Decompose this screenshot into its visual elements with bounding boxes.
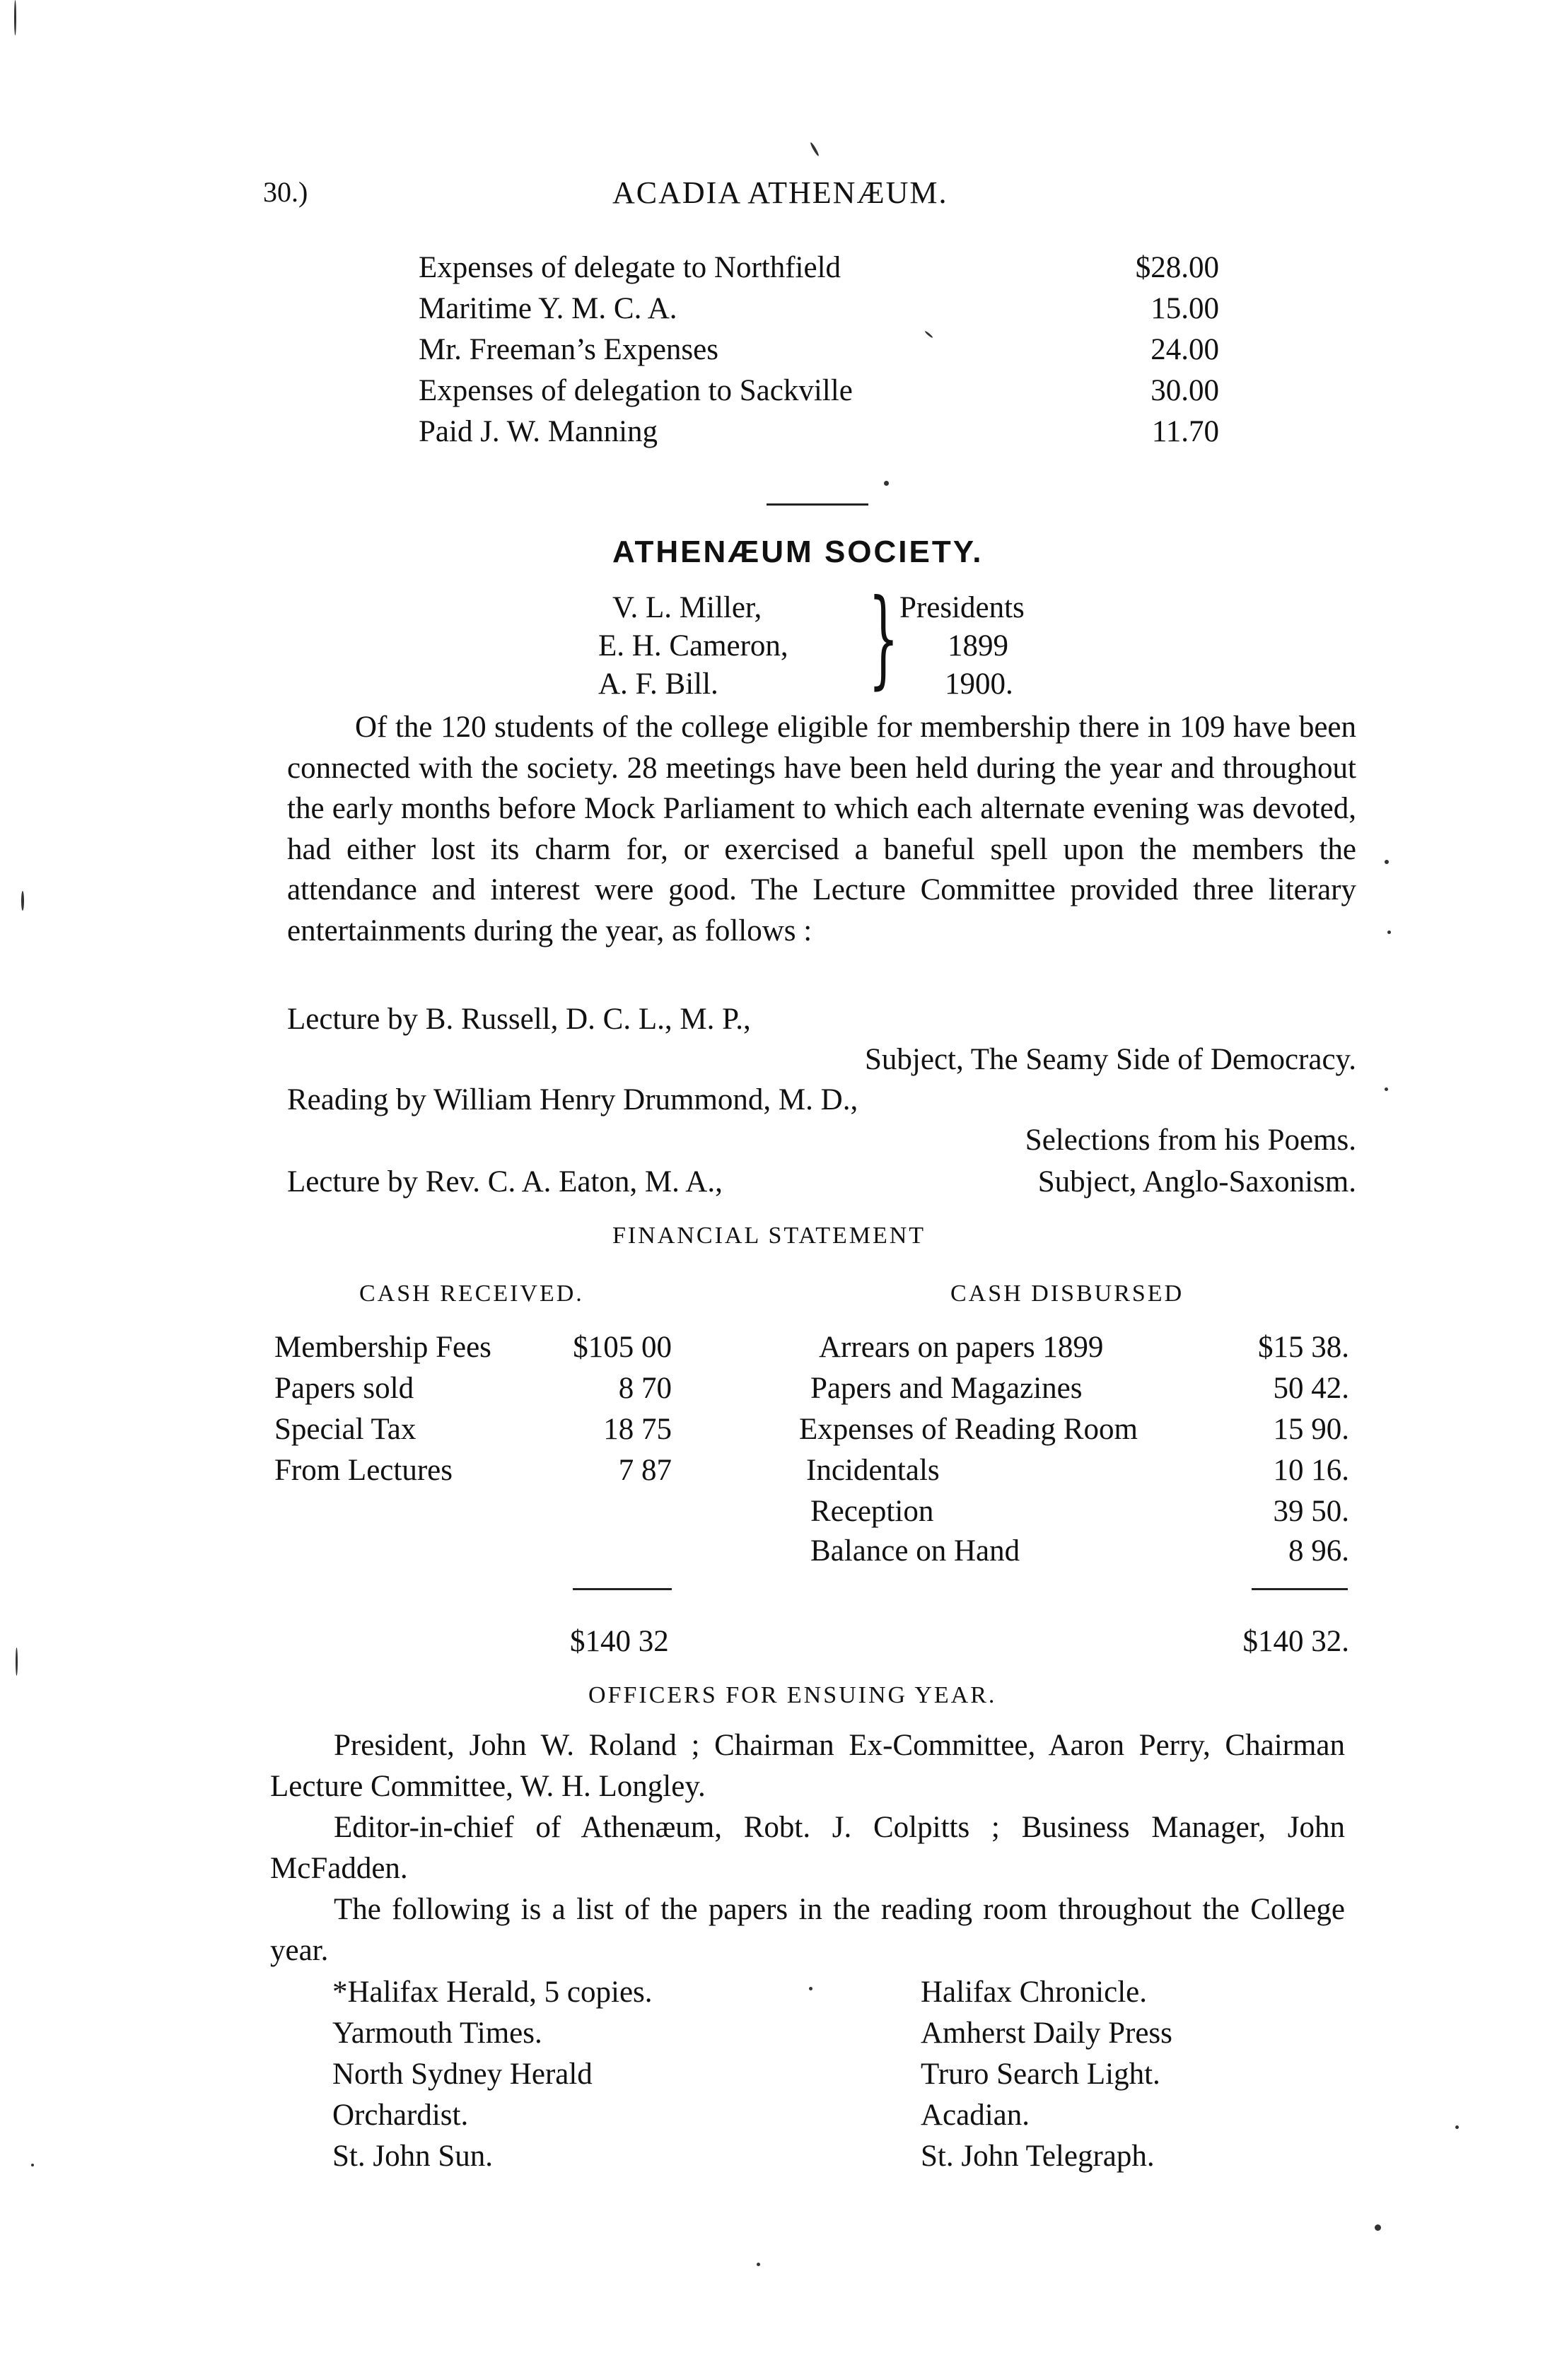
disbursed-amount: 50 42. <box>1273 1372 1349 1405</box>
paper-item: Acadian. <box>921 2099 1030 2132</box>
scan-speck <box>21 891 24 911</box>
scan-speck <box>1455 2125 1459 2129</box>
expense-amount: 30.00 <box>1151 374 1219 407</box>
scan-speck <box>757 2263 760 2266</box>
paper-item: Truro Search Light. <box>921 2058 1160 2091</box>
disbursed-amount: 8 96. <box>1288 1534 1349 1568</box>
received-amount: 8 70 <box>618 1372 672 1405</box>
received-total-rule <box>573 1588 672 1590</box>
entertainment-line: Reading by William Henry Drummond, M. D., <box>287 1083 858 1116</box>
paper-item: Yarmouth Times. <box>332 2017 542 2050</box>
disbursed-total-rule <box>1252 1588 1348 1590</box>
scan-speck <box>884 481 889 486</box>
entertainment-detail: Subject, The Seamy Side of Democracy. <box>865 1043 1356 1076</box>
scan-speck <box>924 330 933 338</box>
expense-amount: 24.00 <box>1151 333 1219 366</box>
disbursed-label: Incidentals <box>806 1454 940 1487</box>
disbursed-amount: 10 16. <box>1273 1454 1349 1487</box>
cash-received-heading: CASH RECEIVED. <box>359 1281 584 1307</box>
expense-amount: 15.00 <box>1151 292 1219 325</box>
paper-item: *Halifax Herald, 5 copies. <box>332 1976 653 2009</box>
expense-label: Mr. Freeman’s Expenses <box>419 333 718 366</box>
expense-label: Maritime Y. M. C. A. <box>419 292 677 325</box>
disbursed-amount: 39 50. <box>1273 1495 1349 1528</box>
paper-item: St. John Sun. <box>332 2140 494 2173</box>
running-title: ACADIA ATHENÆUM. <box>612 175 948 210</box>
expense-amount: 11.70 <box>1151 415 1219 448</box>
paper-item: St. John Telegraph. <box>921 2140 1155 2173</box>
president-name: E. H. Cameron, <box>598 629 788 663</box>
disbursed-amount: 15 90. <box>1273 1413 1349 1446</box>
received-label: Membership Fees <box>274 1331 491 1364</box>
divider-rule <box>767 503 868 506</box>
president-name: V. L. Miller, <box>612 591 762 624</box>
received-amount: 18 75 <box>603 1413 672 1446</box>
disbursed-label: Balance on Hand <box>810 1534 1020 1568</box>
officers-paragraph: President, John W. Roland ; Chairman Ex-Committee, Aaron Perry, Chairman Lecture Committee, W. H. Longley. <box>270 1729 1345 1803</box>
entertainment-line: Lecture by Rev. C. A. Eaton, M. A., <box>287 1165 723 1198</box>
society-report-paragraph: Of the 120 students of the college eligible for membership there in 109 have been connected with the society. 28 meetings have been held during the year and throughout the early months before Mock Parliament to which each alternate evening was devoted, had either lost its charm for, or exercised a baneful spell upon the members the attendance and interest were good. The Lecture Committee provided three literary entertainments during the year, as follows : <box>287 711 1356 947</box>
presidents-label: Presidents <box>899 591 1025 624</box>
received-label: From Lectures <box>274 1454 453 1487</box>
society-title: ATHENÆUM SOCIETY. <box>612 535 984 569</box>
scan-speck <box>14 0 16 35</box>
paper-item: Halifax Chronicle. <box>921 1976 1148 2009</box>
editor-paragraph: Editor-in-chief of Athenæum, Robt. J. Colpitts ; Business Manager, John McFadden. <box>270 1811 1345 1885</box>
received-amount: 7 87 <box>618 1454 672 1487</box>
scan-speck <box>810 141 820 156</box>
entertainment-line: Lecture by B. Russell, D. C. L., M. P., <box>287 1003 751 1036</box>
officers-title: OFFICERS FOR ENSUING YEAR. <box>588 1682 997 1708</box>
brace-symbol: } <box>868 577 899 700</box>
scan-speck <box>809 1987 812 1990</box>
received-label: Special Tax <box>274 1413 416 1446</box>
cash-disbursed-heading: CASH DISBURSED <box>950 1281 1184 1307</box>
scan-speck <box>1385 860 1389 864</box>
scan-speck <box>1387 931 1391 934</box>
disbursed-total: $140 32. <box>1242 1625 1349 1658</box>
disbursed-label: Reception <box>810 1495 934 1528</box>
president-year: 1899 <box>948 629 1008 663</box>
expense-label: Paid J. W. Manning <box>419 415 658 448</box>
scan-speck <box>1375 2224 1381 2231</box>
expense-label: Expenses of delegate to Northfield <box>419 251 841 284</box>
scan-speck <box>31 2164 34 2166</box>
president-name: A. F. Bill. <box>598 667 718 701</box>
page-number: 30.) <box>263 176 308 208</box>
entertainment-detail: Subject, Anglo-Saxonism. <box>1037 1165 1356 1198</box>
received-amount: $105 00 <box>573 1331 672 1364</box>
disbursed-label: Expenses of Reading Room <box>799 1413 1138 1446</box>
financial-title: FINANCIAL STATEMENT <box>612 1223 926 1249</box>
disbursed-label: Arrears on papers 1899 <box>819 1331 1104 1364</box>
paper-item: Amherst Daily Press <box>921 2017 1172 2050</box>
received-total: $140 32 <box>570 1625 669 1658</box>
entertainment-detail: Selections from his Poems. <box>1025 1124 1356 1157</box>
paper-item: North Sydney Herald <box>332 2058 593 2091</box>
scan-speck <box>1385 1087 1388 1091</box>
disbursed-label: Papers and Magazines <box>810 1372 1083 1405</box>
scan-speck <box>16 1647 18 1676</box>
received-label: Papers sold <box>274 1372 414 1405</box>
papers-intro-paragraph: The following is a list of the papers in the reading room throughout the College year. <box>270 1893 1345 1967</box>
paper-item: Orchardist. <box>332 2099 469 2132</box>
expense-amount: $28.00 <box>1135 251 1219 284</box>
president-year: 1900. <box>945 667 1013 701</box>
disbursed-amount: $15 38. <box>1258 1331 1349 1364</box>
expense-label: Expenses of delegation to Sackville <box>419 374 853 407</box>
